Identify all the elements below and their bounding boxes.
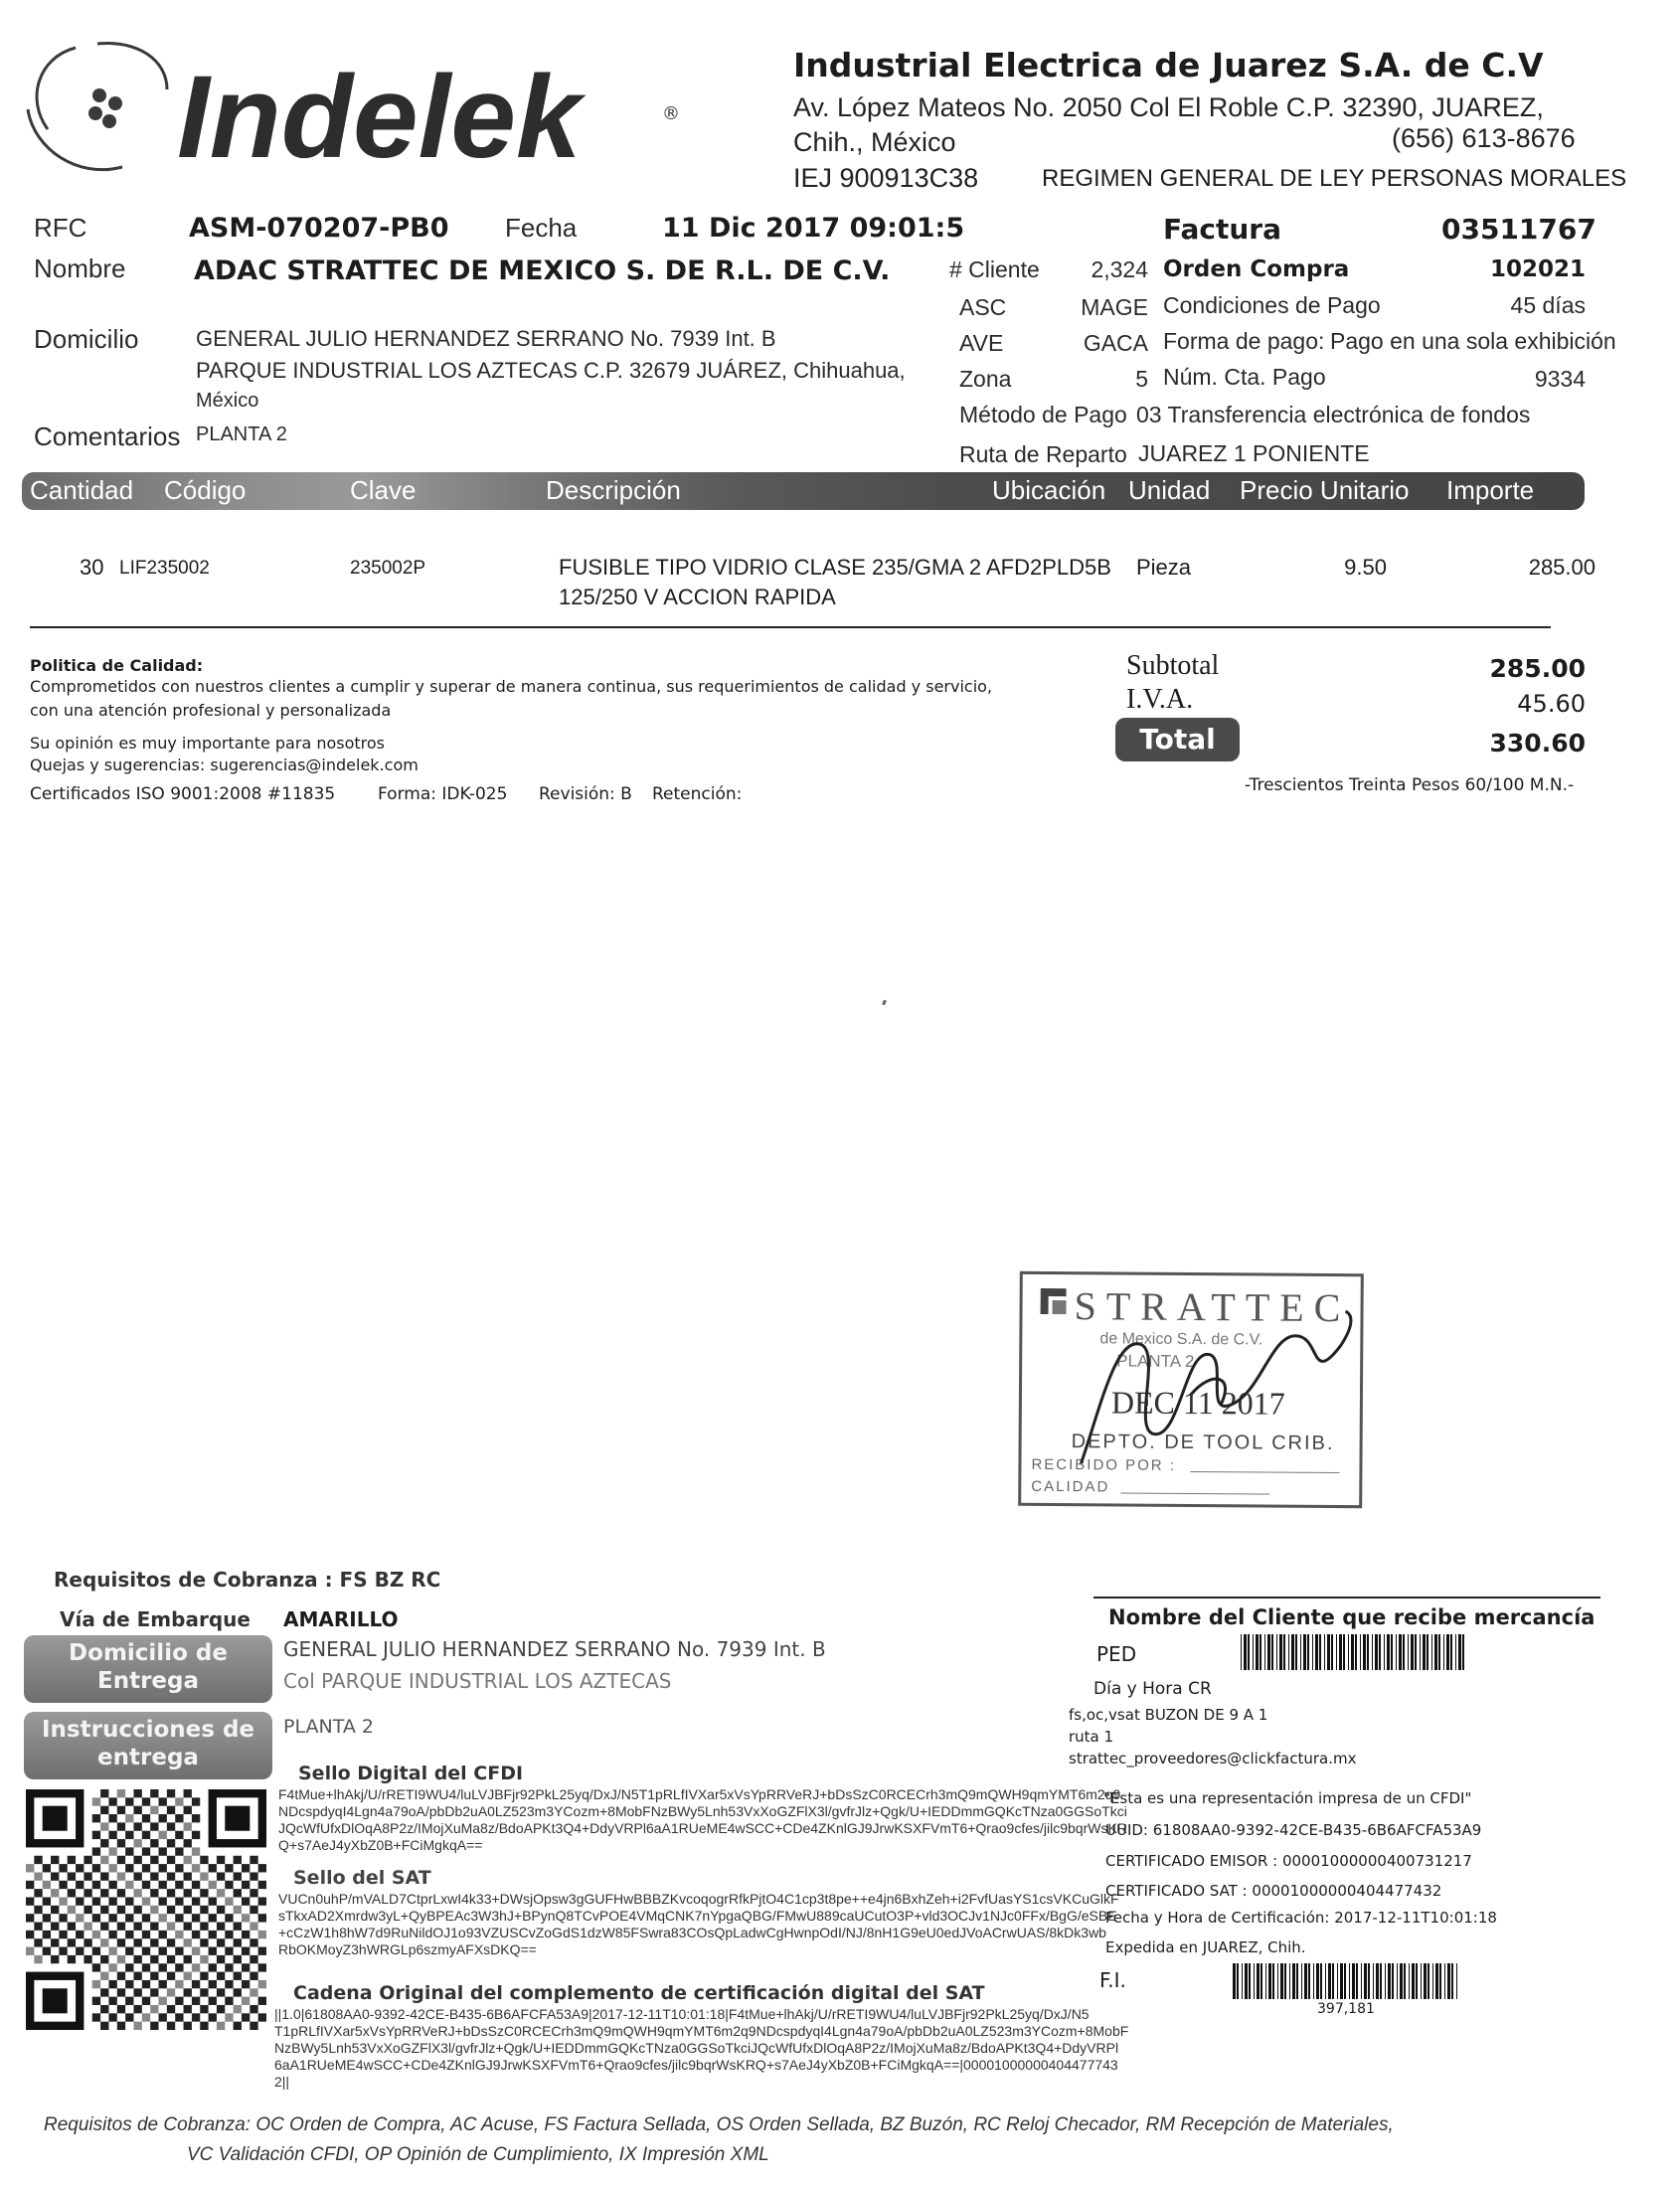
receiver-notes-1: fs,oc,vsat BUZON DE 9 A 1 — [1069, 1706, 1268, 1724]
ave-label: AVE — [959, 330, 1004, 356]
entrega-line-1: GENERAL JULIO HERNANDEZ SERRANO No. 7939 Int. B — [283, 1637, 826, 1661]
cfdi-uuid: UUID: 61808AA0-9392-42CE-B435-6B6AFCFA53A9 — [1105, 1821, 1482, 1839]
zona-value: 5 — [1135, 366, 1148, 392]
sello-cfdi-text: F4tMue+lhAkj/U/rRETI9WU4/luLVJBFjr92PkL25yq/DxJ/N5T1pRLfIVXar5xVsYpRRVeRJ+bDsSzC0RCECrh3mQ9mQWH9qmYMT6m2q9 NDcspdyqI4Lgn4a79oA/pbDb2uA0LZ523m3YCozm+8MobFNzBWy5Lnh53VxXoGZFlX3l/gvfrJlz+Qgk/U+IEDDmmGQKcTNza0GGSoTkci JQcWfUfxDlOqA8P2z/IMojXuMa8z/BdoAPKt3Q4+DdyVRPl6aA1RUeME4wSCC+CDe4ZKnlGJ9JrwKSXFVmT6+Qrao9cfes/jilc9bqrWsKR Q+s7AeJ4yXbZ0B+FCiMgkqA== — [278, 1786, 1127, 1853]
svg-text:®: ® — [662, 103, 680, 124]
nombre-label: Nombre — [34, 253, 126, 283]
fi-label: F.I. — [1099, 1968, 1126, 1992]
certificados-iso: Certificados ISO 9001:2008 #11835 — [30, 784, 336, 804]
invoice-date: 11 Dic 2017 09:01:5 — [662, 213, 965, 244]
th-codigo: Código — [164, 475, 247, 505]
receiver-email: strattec_proveedores@clickfactura.mx — [1069, 1750, 1357, 1767]
expedida-en: Expedida en JUAREZ, Chih. — [1105, 1938, 1306, 1956]
domicilio-line-3: México — [196, 390, 259, 412]
cliente-number: 2,324 — [1091, 256, 1148, 282]
invoice-number: 03511767 — [1441, 213, 1596, 246]
cadena-original-text: ||1.0|61808AA0-9392-42CE-B435-6B6AFCFA53A9|2017-12-11T10:01:18|F4tMue+lhAkj/U/rRETI9WU4/luLVJBFjr92PkL25yq/DxJ/N5 T1pRLfIVXar5xVsYpRRVeRJ+bDsSzC0RCECrh3mQ9mQWH9qmYMT6m2q9NDcspdyqI4Lgn4a79oA/pbDb2uA0LZ523m3YCozm+8MobF NzBWy5Lnh53VxXoGZFlX3l/gvfrJlz+Qgk/U+IEDDmmGQKcTNza0GGSoTkciJQcWfUfxDlOqA8P2z/IMojXuMa8z/BdoAPKt3Q4+DdyVRPl 6aA1RUeME4wSCC+CDe4ZKnlGJ9JrwKSXFVmT6+Qrao9cfes/jilc9bqrWsKRQ+s7AeJ4yXbZ0B+FCiMgkqA==|00001000000404477743 2|| — [274, 2006, 1129, 2090]
condiciones-label: Condiciones de Pago — [1163, 292, 1381, 318]
receiver-notes-2: ruta 1 — [1069, 1728, 1114, 1746]
sello-cfdi-title: Sello Digital del CFDI — [298, 1763, 524, 1784]
policy-opinion: Su opinión es muy importante para nosotros — [30, 734, 386, 753]
subtotal-value: 285.00 — [1489, 654, 1586, 683]
subtotal-label: Subtotal — [1126, 650, 1220, 681]
stamp-department: DEPTO. DE TOOL CRIB. — [1071, 1430, 1335, 1455]
row-descripcion-1: FUSIBLE TIPO VIDRIO CLASE 235/GMA 2 AFD2PLD5B — [559, 555, 1111, 580]
rfc-label: RFC — [34, 213, 87, 243]
total-value: 330.60 — [1489, 729, 1586, 757]
iva-value: 45.60 — [1517, 690, 1586, 718]
ped-barcode — [1241, 1634, 1469, 1670]
dia-hora-label: Día y Hora CR — [1093, 1679, 1212, 1699]
forma-pago-label: Forma de pago: — [1163, 328, 1325, 354]
ave-value: GACA — [1083, 330, 1148, 356]
th-precio-unitario: Precio Unitario — [1240, 475, 1410, 505]
metodo-label: Método de Pago — [959, 402, 1127, 427]
th-importe: Importe — [1446, 475, 1535, 505]
policy-title: Politica de Calidad: — [30, 656, 204, 675]
cfdi-qr-code — [26, 1789, 266, 2030]
company-rfc: IEJ 900913C38 — [793, 163, 979, 193]
row-cantidad: 30 — [80, 555, 104, 580]
stamp-calidad: CALIDAD — [1031, 1477, 1110, 1496]
orden-number: 102021 — [1489, 256, 1586, 282]
orden-label: Orden Compra — [1163, 256, 1350, 282]
handwritten-signature — [1021, 1274, 1361, 1505]
fecha-certificacion: Fecha y Hora de Certificación: 2017-12-11T10:01:18 — [1105, 1909, 1497, 1927]
policy-quejas: Quejas y sugerencias: sugerencias@indelek.com — [30, 756, 419, 774]
total-label: Total — [1115, 718, 1240, 761]
certificado-emisor: CERTIFICADO EMISOR : 00001000000400731217 — [1105, 1852, 1472, 1870]
company-address-1: Av. López Mateos No. 2050 Col El Roble C.P. 32390, JUAREZ, — [793, 92, 1544, 122]
policy-line-1: Comprometidos con nuestros clientes a cumplir y superar de manera continua, sus requerimientos de calidad y servicio, — [30, 677, 993, 696]
th-clave: Clave — [350, 475, 417, 505]
th-ubicacion: Ubicación — [992, 475, 1106, 505]
ped-label: PED — [1096, 1642, 1137, 1666]
row-divider — [30, 626, 1551, 628]
comentarios-value: PLANTA 2 — [196, 423, 287, 445]
revision: Revisión: B — [539, 784, 632, 804]
forma-pago-value: Pago en una sola exhibición — [1330, 328, 1616, 354]
iva-label: I.V.A. — [1126, 684, 1194, 715]
instrucciones-value: PLANTA 2 — [283, 1716, 374, 1738]
row-importe: 285.00 — [1528, 555, 1596, 580]
ruta-label: Ruta de Reparto — [959, 441, 1127, 467]
metodo-value: 03 Transferencia electrónica de fondos — [1136, 402, 1531, 427]
factura-label: Factura — [1163, 213, 1281, 246]
certificado-sat: CERTIFICADO SAT : 00001000000404477432 — [1105, 1882, 1442, 1900]
sello-sat-title: Sello del SAT — [293, 1867, 431, 1889]
requisitos-cobranza: Requisitos de Cobranza : FS BZ RC — [54, 1568, 441, 1592]
stamp-plant: PLANTA 2 — [1116, 1351, 1195, 1372]
asc-value: MAGE — [1081, 294, 1148, 320]
fi-number: 397,181 — [1317, 2001, 1375, 2017]
row-descripcion-2: 125/250 V ACCION RAPIDA — [559, 585, 836, 609]
domicilio-line-1: GENERAL JULIO HERNANDEZ SERRANO No. 7939 Int. B — [196, 326, 776, 351]
row-precio: 9.50 — [1344, 555, 1387, 580]
tax-regime: REGIMEN GENERAL DE LEY PERSONAS MORALES — [1042, 165, 1627, 192]
via-embarque-value: AMARILLO — [283, 1607, 399, 1631]
entrega-line-2: Col PARQUE INDUSTRIAL LOS AZTECAS — [283, 1669, 672, 1693]
cuenta-value: 9334 — [1534, 366, 1586, 392]
comentarios-label: Comentarios — [34, 421, 181, 451]
stamp-company: STRATTEC — [1074, 1283, 1351, 1331]
cuenta-label: Núm. Cta. Pago — [1163, 364, 1326, 390]
stamp-date: DEC 11 2017 — [1110, 1384, 1285, 1422]
domicilio-entrega-box: Domicilio de Entrega — [24, 1635, 272, 1703]
receiver-title: Nombre del Cliente que recibe mercancía — [1108, 1605, 1596, 1629]
th-cantidad: Cantidad — [30, 475, 134, 505]
indelek-logo — [18, 30, 694, 189]
customer-rfc: ASM-070207-PB0 — [189, 213, 449, 244]
sello-sat-text: VUCn0uhP/mVALD7CtprLxwI4k33+DWsjOpsw3gGUFHwBBBZKvcoqogrRfkPjtO4C1cp3t8pe++e4jn6BxhZeh+i2FvfUasYS1csVKCuGlkF sTkxAD2Xmrdw3yL+QyBPEAc3W3hJ+BPynQ8TCvPOE4VMqCNK7nYpgaQBG/FMwU889caUCutO3P+vld3OCJv1NJc0FFx/BgG/eSBE +cCzW1h8hW7d9RuNildOJ1o93VZUSCvZoGdS1dzW85FSwra83COsQpLadwCgHwnpOdI/NJ/8nH1G9eU0edJVoACrwUAS/8kDk3wb RbOKMoyZ3hWRGLp6szmyAFXsDKQ== — [278, 1891, 1119, 1957]
domicilio-line-2: PARQUE INDUSTRIAL LOS AZTECAS C.P. 32679 JUÁREZ, Chihuahua, — [196, 358, 906, 383]
via-embarque-label: Vía de Embarque — [60, 1607, 251, 1631]
domicilio-label: Domicilio — [34, 324, 139, 354]
cliente-label: # Cliente — [949, 256, 1040, 282]
footer-legend-1: Requisitos de Cobranza: OC Orden de Compra, AC Acuse, FS Factura Sellada, OS Orden Sellada, BZ Buzón, RC Reloj Checador, RM Recepción de Materiales, — [44, 2114, 1394, 2135]
receiving-stamp — [1018, 1271, 1364, 1508]
th-descripcion: Descripción — [546, 475, 681, 505]
stamp-subtitle: de Mexico S.A. de C.V. — [1099, 1330, 1263, 1349]
company-address-2: Chih., México — [793, 127, 956, 157]
receiver-top-rule — [1093, 1597, 1600, 1598]
retencion: Retención: — [652, 784, 743, 804]
th-unidad: Unidad — [1128, 475, 1211, 505]
row-unidad: Pieza — [1136, 555, 1192, 580]
forma-code: Forma: IDK-025 — [378, 784, 508, 804]
footer-legend-2: VC Validación CFDI, OP Opinión de Cumplimiento, IX Impresión XML — [187, 2144, 769, 2165]
speck — [882, 1000, 887, 1006]
condiciones-value: 45 días — [1510, 292, 1586, 318]
fecha-label: Fecha — [505, 213, 578, 243]
policy-line-2: con una atención profesional y personalizada — [30, 701, 392, 720]
company-name: Industrial Electrica de Juarez S.A. de C.V — [793, 46, 1544, 84]
zona-label: Zona — [959, 366, 1012, 392]
logo-wordmark: Indelek — [177, 52, 582, 183]
row-codigo: LIF235002 — [119, 558, 210, 579]
stamp-recibido: RECIBIDO POR : — [1031, 1455, 1177, 1474]
fi-barcode — [1233, 1963, 1461, 1999]
total-in-words: -Trescientos Treinta Pesos 60/100 M.N.- — [1245, 775, 1575, 795]
instrucciones-entrega-box: Instrucciones de entrega — [24, 1712, 272, 1779]
ruta-value: JUAREZ 1 PONIENTE — [1138, 440, 1370, 466]
customer-name: ADAC STRATTEC DE MEXICO S. DE R.L. DE C.V. — [194, 255, 891, 286]
row-clave: 235002P — [350, 558, 426, 579]
cadena-original-title: Cadena Original del complemento de certificación digital del SAT — [293, 1982, 985, 2004]
asc-label: ASC — [959, 294, 1007, 320]
cfdi-representation-note: "Esta es una representación impresa de un CFDI" — [1103, 1789, 1472, 1807]
company-phone: (656) 613-8676 — [1392, 123, 1576, 153]
